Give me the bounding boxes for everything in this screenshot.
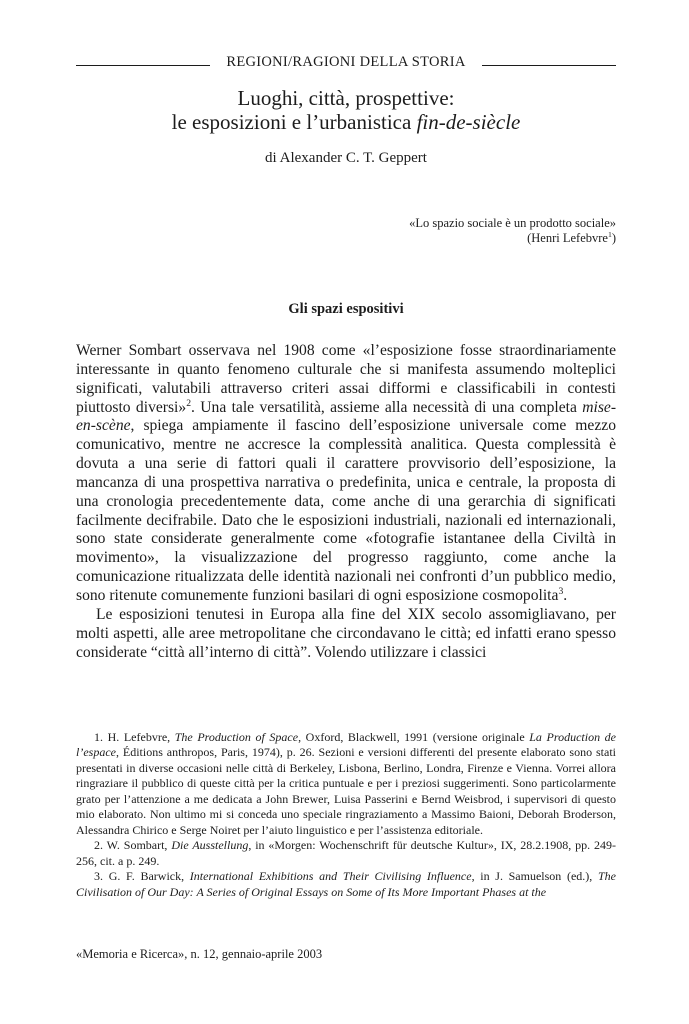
footnote-3-b: , in J. Samuelson (ed.),	[471, 869, 598, 884]
paragraph-1-a: Werner Sombart osservava nel 1908 come «l’esposizione fosse straordinariamente interessante in quanto fenomeno culturale che si manifesta assumendo molteplici significati, valutabili attraverso criteri assai difformi e classificabili in contesti piuttosto diversi»	[76, 342, 616, 416]
epigraph-attribution-close: )	[611, 231, 616, 245]
footnote-2-a: 2. W. Sombart,	[94, 838, 172, 853]
footnote-2	[76, 838, 616, 869]
title-line-2	[76, 110, 616, 134]
epigraph-attribution-open: (Henri Lefebvre	[527, 231, 608, 245]
body-text	[76, 342, 616, 662]
footnote-ref-3[interactable]: 3	[558, 585, 564, 597]
running-head-text: REGIONI/RAGIONI DELLA STORIA	[226, 53, 466, 70]
footnote-1-a: 1. H. Lefebvre,	[94, 730, 175, 744]
footnote-2-title: Die Ausstellung	[171, 838, 249, 853]
footnote-2-b: , in «Morgen: Wochenschrift für deutsche Kultur», IX, 28.2.1908, pp. 249-256, cit. a p. 249.	[76, 838, 617, 868]
epigraph	[409, 216, 616, 246]
footnote-1-b: , Oxford, Blackwell, 1991 (versione originale	[298, 730, 530, 744]
footnote-3	[76, 869, 616, 900]
journal-footer: «Memoria e Ricerca», n. 12, gennaio-aprile 2003	[76, 947, 323, 961]
footnote-1-title: The Production of Space	[174, 730, 299, 744]
paragraph-2: Le esposizioni tenutesi in Europa alla fine del XIX secolo assomigliavano, per molti aspetti, alle aree metropolitane che circondavano le città; ed infatti erano spesso considerate “città all’interno di città”. Volendo utilizzare i classici	[76, 605, 616, 661]
footnotes	[76, 730, 616, 900]
footnote-ref-1[interactable]: 1	[607, 229, 612, 239]
article-title	[76, 86, 616, 134]
footnote-1	[76, 730, 616, 838]
epigraph-attribution	[409, 231, 616, 246]
section-heading: Gli spazi espositivi	[288, 301, 404, 317]
paragraph-1	[76, 342, 616, 606]
running-head	[76, 52, 616, 72]
paragraph-1-b-italic: mise-en-scène	[76, 398, 617, 435]
footnote-3-a: 3. G. F. Barwick,	[94, 869, 190, 884]
author-byline: di Alexander C. T. Geppert	[265, 150, 427, 166]
running-head-rule-right	[482, 65, 616, 66]
paragraph-1-c: , spiega ampiamente il fascino dell’esposizione universale come mezzo comunicativo, mentre ne accresce la complessità analitica. Questa complessità è dovuta a una serie di fattori quali il carattere provvisorio dell’esposizione, la mancanza di una prospettiva narrativa o predefinita, unica e centrale, la proposta di una cronologia precedentemente data, come anche di una gerarchia di significati facilmente decifrabile. Dato che le esposizioni industriali, nazionali ed internazionali, sono state considerate generalmente come «fotografie istantanee della Civiltà in movimento», la visualizzazione del progresso raggiunto, come anche la comunicazione ritualizzata delle identità nazionali nei confronti d’un pubblico medio, sono ritenute comunemente funzioni basilari di ogni esposizione cosmopolita	[76, 417, 616, 604]
title-line-2-italic: fin-de-siècle	[416, 110, 521, 134]
paragraph-1-b: . Una tale versatilità, assieme alla necessità di una completa	[191, 398, 583, 416]
paragraph-1-d: .	[563, 586, 568, 604]
running-head-rule-left	[76, 65, 210, 66]
title-line-1: Luoghi, città, prospettive:	[237, 86, 455, 110]
footnote-3-title: International Exhibitions and Their Civilising Influence	[189, 869, 472, 884]
footnote-ref-2[interactable]: 2	[186, 397, 192, 409]
title-line-2-roman: le esposizioni e l’urbanistica	[171, 110, 417, 134]
epigraph-quote: «Lo spazio sociale è un prodotto sociale»	[409, 216, 616, 230]
footnote-3-book-title: The Civilisation of Our Day: A Series of Original Essays on Some of Its More Important Phases at the	[76, 869, 616, 899]
footnote-1-c: , Éditions anthropos, Paris, 1974), p. 26. Sezioni e versioni differenti del presente elaborato sono stati presentati in diverse occasioni nelle città di Berkeley, Lisbona, Berlino, Londra, Firenze e Vienna. Vorrei allora ringraziare il pubblico di queste città per la critica puntuale e per i preziosi suggerimenti. Sono particolarmente grato per l’attenzione a me dedicata a John Brewer, Luisa Passerini e Bernd Weisbrod, i supervisori di questo mio elaborato. Non ultimo mi si conceda uno speciale ringraziamento a Massimo Baioni, Deborah Broderson, Alessandra Chirico e Serge Noiret per l’aiuto linguistico e per l’assistenza editoriale.	[76, 745, 616, 837]
footnote-1-original-title: La Production de l’espace	[76, 730, 616, 760]
